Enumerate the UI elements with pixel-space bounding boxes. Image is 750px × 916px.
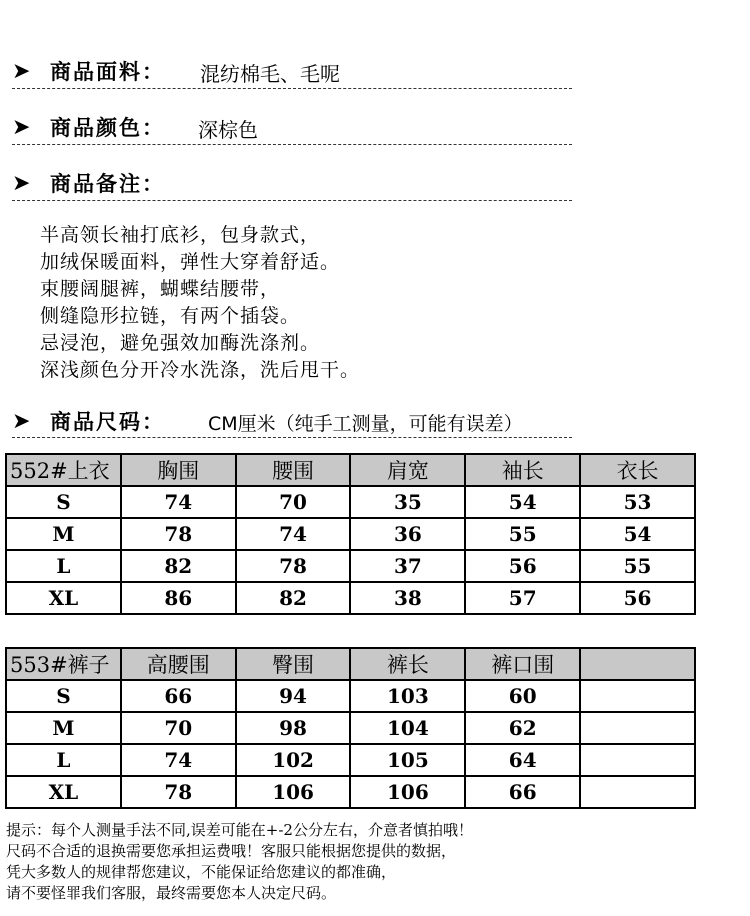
table-cell: 94 (236, 680, 351, 712)
table-cell: 36 (350, 518, 465, 550)
note-line: 深浅颜色分开冷水洗涤，洗后甩干。 (40, 359, 361, 381)
header-cell: 肩宽 (350, 454, 465, 486)
dashed-divider (12, 437, 572, 438)
tip-line: 提示：每个人测量手法不同,误差可能在+-2公分左右，介意者慎拍哦！ (6, 821, 473, 839)
table-cell: 105 (350, 744, 465, 776)
table-row (6, 550, 695, 582)
table-row (6, 680, 695, 712)
header-cell: 裤长 (350, 648, 465, 680)
table-cell: L (6, 744, 121, 776)
table-cell: 66 (121, 680, 236, 712)
note-line: 侧缝隐形拉链，有两个插袋。 (40, 305, 301, 327)
table-cell: 55 (580, 550, 695, 582)
table-row (6, 582, 695, 614)
table-cell: 60 (465, 680, 580, 712)
tip-line: 请不要怪罪我们客服，最终需要您本人决定尺码。 (6, 884, 337, 902)
dashed-divider (12, 200, 572, 201)
header-cell: 裤口围 (465, 648, 580, 680)
table-cell: 37 (350, 550, 465, 582)
table-cell: XL (6, 776, 121, 808)
table-cell: 102 (236, 744, 351, 776)
table-cell: 62 (465, 712, 580, 744)
table-cell: 70 (236, 486, 351, 518)
header-cell: 臀围 (236, 648, 351, 680)
header-cell: 553#裤子 (6, 648, 121, 680)
section-size (12, 410, 572, 440)
dashed-divider (12, 144, 572, 145)
table-cell: 98 (236, 712, 351, 744)
note-line: 加绒保暖面料，弹性大穿着舒适。 (40, 251, 341, 273)
size-tips (6, 820, 473, 904)
table-cell: 82 (121, 550, 236, 582)
table-cell: 86 (121, 582, 236, 614)
table-cell: 106 (236, 776, 351, 808)
table-cell (580, 680, 695, 712)
table-cell: XL (6, 582, 121, 614)
table-cell: 78 (236, 550, 351, 582)
size-unit-note: CM厘米（纯手工测量，可能有误差） (208, 413, 523, 435)
table-cell: 56 (465, 550, 580, 582)
table-cell (580, 712, 695, 744)
table-cell: 66 (465, 776, 580, 808)
table-cell: 55 (465, 518, 580, 550)
section-fabric (12, 60, 572, 90)
header-cell: 高腰围 (121, 648, 236, 680)
table-cell (580, 776, 695, 808)
table-cell: 82 (236, 582, 351, 614)
header-cell: 袖长 (465, 454, 580, 486)
tip-line: 凭大多数人的规律帮您建议，不能保证给您建议的都准确， (6, 863, 397, 881)
fabric-label: 商品面料： (50, 60, 165, 84)
note-label: 商品备注： (50, 172, 165, 196)
table-cell: 103 (350, 680, 465, 712)
table-row (6, 486, 695, 518)
header-cell: 腰围 (236, 454, 351, 486)
table-header-row (6, 454, 695, 486)
arrow-icon: ➤ (12, 59, 31, 84)
table-row (6, 776, 695, 808)
table-cell (580, 744, 695, 776)
table-cell: 54 (465, 486, 580, 518)
arrow-icon: ➤ (12, 409, 31, 434)
table-cell: 54 (580, 518, 695, 550)
header-cell: 胸围 (121, 454, 236, 486)
arrow-icon: ➤ (12, 115, 31, 140)
table-cell: S (6, 486, 121, 518)
table-cell: 106 (350, 776, 465, 808)
table-cell: 74 (121, 744, 236, 776)
arrow-icon: ➤ (12, 171, 31, 196)
table-row (6, 744, 695, 776)
table-cell: 38 (350, 582, 465, 614)
table-header-row (6, 648, 695, 680)
fabric-value: 混纺棉毛、毛呢 (200, 62, 340, 86)
table-cell: M (6, 518, 121, 550)
note-line: 束腰阔腿裤，蝴蝶结腰带， (40, 278, 281, 300)
table-cell: 53 (580, 486, 695, 518)
table-cell: 70 (121, 712, 236, 744)
pants-size-table (5, 647, 696, 809)
section-color (12, 116, 572, 146)
color-label: 商品颜色： (50, 116, 165, 140)
table-cell: 57 (465, 582, 580, 614)
header-cell: 衣长 (580, 454, 695, 486)
table-row (6, 712, 695, 744)
table-cell: 78 (121, 776, 236, 808)
table-row (6, 518, 695, 550)
dashed-divider (12, 88, 572, 89)
table-cell: 74 (236, 518, 351, 550)
table-cell: L (6, 550, 121, 582)
note-line: 忌浸泡，避免强效加酶洗涤剂。 (40, 332, 321, 354)
table-cell: 35 (350, 486, 465, 518)
table-cell: 74 (121, 486, 236, 518)
table-cell: M (6, 712, 121, 744)
table-cell: 104 (350, 712, 465, 744)
product-notes (40, 222, 360, 384)
section-note (12, 172, 572, 202)
header-cell (580, 648, 695, 680)
table-cell: 56 (580, 582, 695, 614)
table-cell: S (6, 680, 121, 712)
top-size-table (5, 453, 696, 615)
color-value: 深棕色 (198, 118, 258, 142)
table-cell: 78 (121, 518, 236, 550)
size-label: 商品尺码： (50, 410, 165, 434)
table-cell: 64 (465, 744, 580, 776)
header-cell: 552#上衣 (6, 454, 121, 486)
note-line: 半高领长袖打底衫，包身款式， (40, 224, 321, 246)
tip-line: 尺码不合适的退换需要您承担运费哦！客服只能根据您提供的数据， (6, 842, 457, 860)
